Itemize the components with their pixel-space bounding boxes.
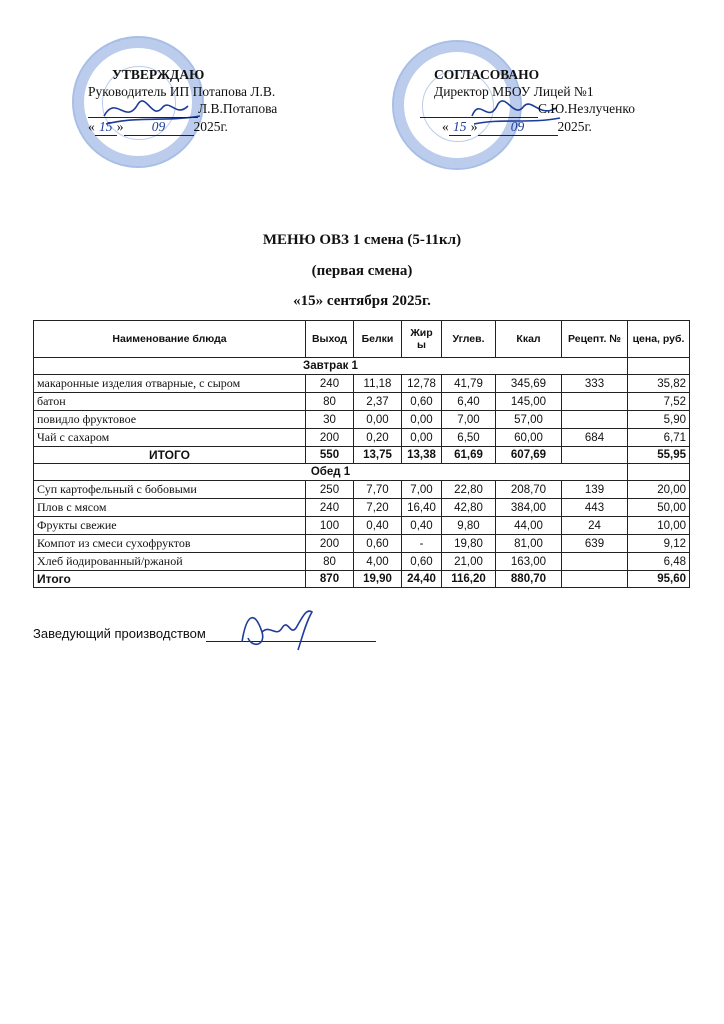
protein-cell: 0,00 [354, 411, 402, 429]
header-recipe: Рецепт. № [562, 321, 628, 358]
recipe-cell [562, 411, 628, 429]
menu-date: «15» сентября 2025г. [293, 293, 431, 309]
price-cell: 10,00 [628, 517, 690, 535]
protein-cell: 13,75 [354, 447, 402, 464]
output-cell: 550 [306, 447, 354, 464]
approve-month: 09 [124, 118, 194, 136]
output-cell: 240 [306, 375, 354, 393]
menu-title: МЕНЮ ОВЗ 1 смена (5-11кл) [262, 232, 462, 248]
carbs-cell: 21,00 [442, 553, 496, 571]
output-cell: 870 [306, 571, 354, 588]
output-cell: 80 [306, 553, 354, 571]
output-cell: 30 [306, 411, 354, 429]
dish-name-cell: макаронные изделия отварные, с сыром [34, 375, 306, 393]
carbs-cell: 6,40 [442, 393, 496, 411]
kcal-cell: 60,00 [496, 429, 562, 447]
agreed-date-open: « [442, 119, 449, 134]
chef-signature [232, 602, 322, 656]
output-cell: 250 [306, 481, 354, 499]
dish-name-cell: повидло фруктовое [34, 411, 306, 429]
table-header-row [34, 321, 690, 358]
section-empty-cell [628, 464, 690, 481]
price-cell: 9,12 [628, 535, 690, 553]
kcal-cell: 44,00 [496, 517, 562, 535]
approve-date-open: « [88, 119, 95, 134]
protein-cell: 0,20 [354, 429, 402, 447]
output-cell: 200 [306, 429, 354, 447]
table-row [34, 517, 690, 535]
approve-day: 15 [95, 118, 117, 136]
carbs-cell: 42,80 [442, 499, 496, 517]
header-price: цена, руб. [628, 321, 690, 358]
kcal-cell: 163,00 [496, 553, 562, 571]
approve-signer-line [88, 100, 338, 118]
recipe-cell [562, 553, 628, 571]
output-cell: 100 [306, 517, 354, 535]
recipe-cell: 139 [562, 481, 628, 499]
recipe-cell: 684 [562, 429, 628, 447]
output-cell: 240 [306, 499, 354, 517]
agreed-sign-line [420, 100, 538, 118]
carbs-cell: 116,20 [442, 571, 496, 588]
output-cell: 80 [306, 393, 354, 411]
price-cell: 6,71 [628, 429, 690, 447]
fat-cell: 24,40 [402, 571, 442, 588]
recipe-cell [562, 571, 628, 588]
approve-position: Руководитель ИП Потапова Л.В. [88, 84, 276, 99]
protein-cell: 7,20 [354, 499, 402, 517]
price-cell: 95,60 [628, 571, 690, 588]
agreed-month: 09 [478, 118, 558, 136]
carbs-cell: 9,80 [442, 517, 496, 535]
kcal-cell: 208,70 [496, 481, 562, 499]
dish-name-cell: Плов с мясом [34, 499, 306, 517]
table-row [34, 535, 690, 553]
table-row [34, 411, 690, 429]
header-fat: Жир ы [402, 321, 442, 358]
dish-name-cell: ИТОГО [34, 447, 306, 464]
carbs-cell: 7,00 [442, 411, 496, 429]
recipe-cell: 443 [562, 499, 628, 517]
footer-label: Заведующий производством [33, 626, 206, 641]
approve-heading: УТВЕРЖДАЮ [112, 67, 205, 82]
agreed-date [420, 118, 670, 136]
kcal-cell: 607,69 [496, 447, 562, 464]
price-cell: 20,00 [628, 481, 690, 499]
protein-cell: 11,18 [354, 375, 402, 393]
kcal-cell: 384,00 [496, 499, 562, 517]
approve-sign-line [88, 100, 198, 118]
fat-cell: - [402, 535, 442, 553]
agreed-date-mid: » [470, 119, 478, 134]
header-name: Наименование блюда [34, 321, 306, 358]
section-title: Обед 1 [34, 464, 628, 481]
dish-name-cell: Хлеб йодированный/ржаной [34, 553, 306, 571]
protein-cell: 7,70 [354, 481, 402, 499]
table-row [34, 481, 690, 499]
header-output: Выход [306, 321, 354, 358]
agreed-signer: С.Ю.Незлученко [538, 101, 635, 116]
table-row [34, 393, 690, 411]
price-cell: 6,48 [628, 553, 690, 571]
fat-cell: 13,38 [402, 447, 442, 464]
table-row [34, 429, 690, 447]
kcal-cell: 345,69 [496, 375, 562, 393]
section-title: Завтрак 1 [34, 358, 628, 375]
recipe-cell [562, 447, 628, 464]
dish-name-cell: Компот из смеси сухофруктов [34, 535, 306, 553]
fat-cell: 0,60 [402, 393, 442, 411]
carbs-cell: 41,79 [442, 375, 496, 393]
dish-name-cell: Фрукты свежие [34, 517, 306, 535]
approve-year: 2025г. [193, 119, 228, 134]
dish-name-cell: Чай с сахаром [34, 429, 306, 447]
fat-cell: 0,00 [402, 411, 442, 429]
protein-cell: 4,00 [354, 553, 402, 571]
carbs-cell: 19,80 [442, 535, 496, 553]
fat-cell: 0,40 [402, 517, 442, 535]
agreed-block [420, 66, 670, 136]
footer [33, 626, 376, 642]
price-cell: 7,52 [628, 393, 690, 411]
table-row [34, 375, 690, 393]
dish-name-cell: Итого [34, 571, 306, 588]
menu-table [33, 320, 690, 588]
agreed-year: 2025г. [557, 119, 592, 134]
agreed-position: Директор МБОУ Лицей №1 [434, 84, 594, 99]
protein-cell: 19,90 [354, 571, 402, 588]
approve-date-mid: » [116, 119, 124, 134]
price-cell: 50,00 [628, 499, 690, 517]
price-cell: 55,95 [628, 447, 690, 464]
approve-signer: Л.В.Потапова [198, 101, 278, 116]
protein-cell: 0,60 [354, 535, 402, 553]
agreed-day: 15 [449, 118, 471, 136]
agreed-signer-line [420, 100, 670, 118]
agreed-heading: СОГЛАСОВАНО [434, 67, 540, 82]
output-cell: 200 [306, 535, 354, 553]
dish-name-cell: Суп картофельный с бобовыми [34, 481, 306, 499]
approve-block [88, 66, 338, 136]
carbs-cell: 61,69 [442, 447, 496, 464]
fat-cell: 7,00 [402, 481, 442, 499]
kcal-cell: 57,00 [496, 411, 562, 429]
recipe-cell: 639 [562, 535, 628, 553]
fat-cell: 0,60 [402, 553, 442, 571]
protein-cell: 2,37 [354, 393, 402, 411]
kcal-cell: 880,70 [496, 571, 562, 588]
menu-subtitle: (первая смена) [311, 263, 413, 279]
price-cell: 35,82 [628, 375, 690, 393]
fat-cell: 16,40 [402, 499, 442, 517]
carbs-cell: 6,50 [442, 429, 496, 447]
table-row [34, 553, 690, 571]
protein-cell: 0,40 [354, 517, 402, 535]
header-carbs: Углев. [442, 321, 496, 358]
dish-name-cell: батон [34, 393, 306, 411]
table-row [34, 499, 690, 517]
recipe-cell [562, 393, 628, 411]
total-row [34, 447, 690, 464]
kcal-cell: 81,00 [496, 535, 562, 553]
carbs-cell: 22,80 [442, 481, 496, 499]
recipe-cell: 333 [562, 375, 628, 393]
approve-date [88, 118, 338, 136]
kcal-cell: 145,00 [496, 393, 562, 411]
section-row [34, 464, 690, 481]
price-cell: 5,90 [628, 411, 690, 429]
recipe-cell: 24 [562, 517, 628, 535]
fat-cell: 0,00 [402, 429, 442, 447]
header-protein: Белки [354, 321, 402, 358]
header-kcal: Ккал [496, 321, 562, 358]
section-row [34, 358, 690, 375]
section-empty-cell [628, 358, 690, 375]
total-row [34, 571, 690, 588]
fat-cell: 12,78 [402, 375, 442, 393]
